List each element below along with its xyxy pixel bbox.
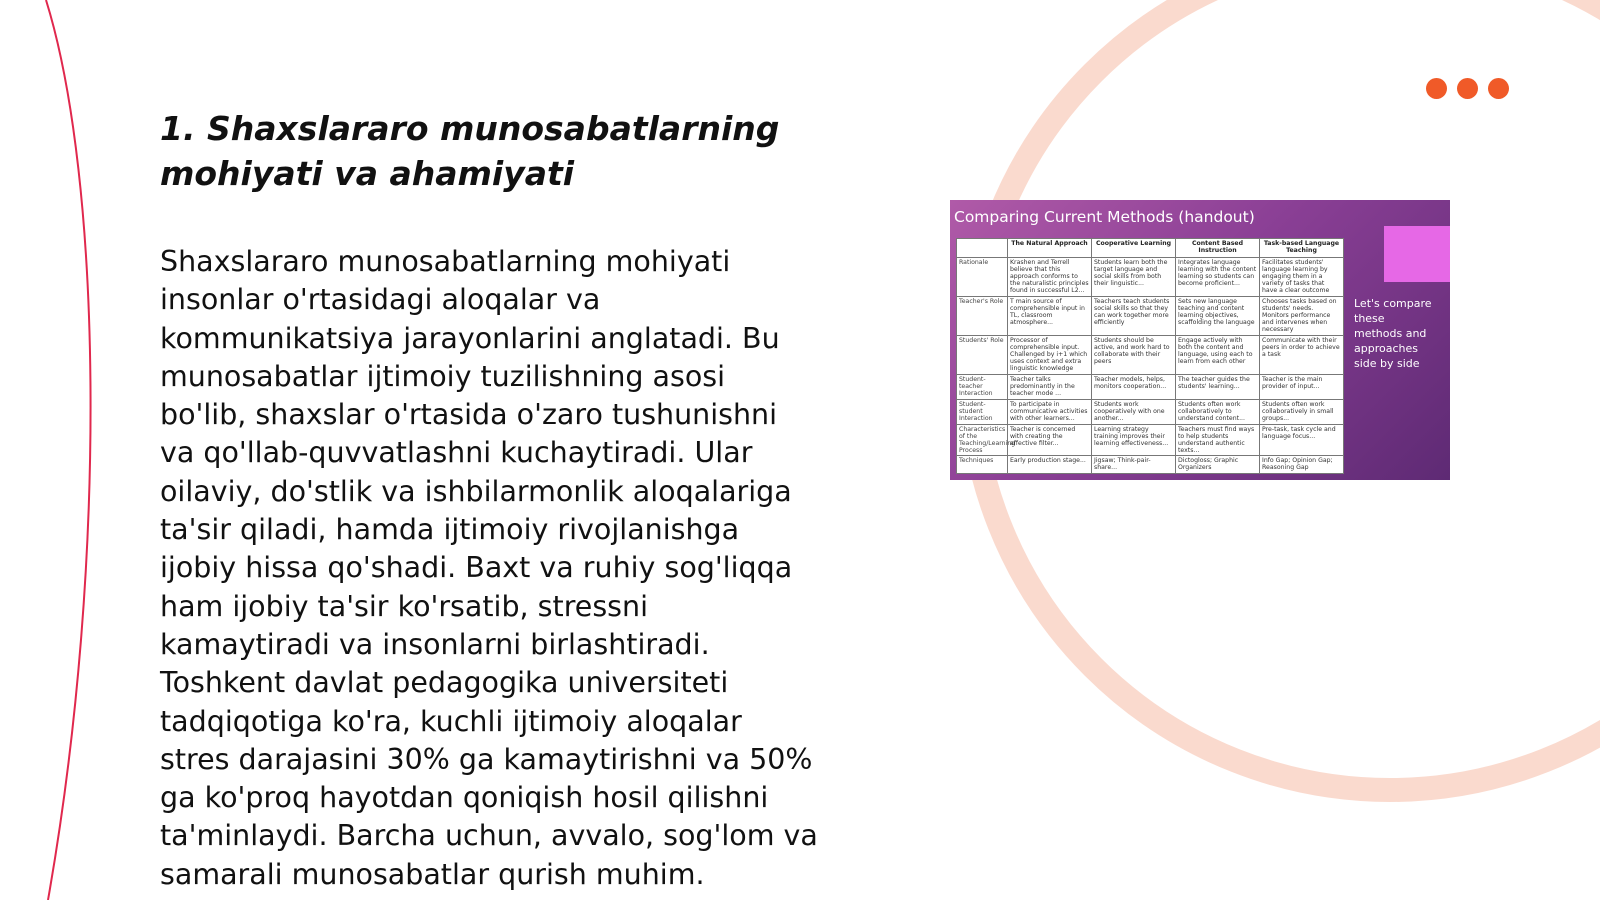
table-cell: Communicate with their peers in order to achieve a task bbox=[1260, 336, 1344, 375]
side-note-line: Let's compare bbox=[1354, 297, 1432, 310]
table-cell: Integrates language learning with the content learning so students can become proficient... bbox=[1176, 258, 1260, 297]
table-cell: Jigsaw; Think-pair-share... bbox=[1092, 456, 1176, 474]
body-line: insonlar o'rtasidagi aloqalar va bbox=[160, 283, 601, 317]
table-cell: Students often work collaboratively to understand content... bbox=[1176, 399, 1260, 424]
body-line: munosabatlar ijtimoiy tuzilishning asosi bbox=[160, 359, 726, 393]
body-line: Toshkent davlat pedagogika universiteti bbox=[160, 666, 729, 700]
body-paragraph bbox=[160, 243, 850, 894]
table-cell: T main source of comprehensible input in TL, classroom atmosphere... bbox=[1008, 297, 1092, 336]
table-header-cell: Cooperative Learning bbox=[1092, 239, 1176, 258]
table-row-header: Teacher's Role bbox=[957, 297, 1008, 336]
table-cell: Facilitates students' language learning by engaging them in a variety of tasks that have a clear outcome bbox=[1260, 258, 1344, 297]
body-line: bo'lib, shaxslar o'rtasida o'zaro tushunishni bbox=[160, 398, 778, 432]
table-row-header: Student-teacher Interaction bbox=[957, 375, 1008, 400]
table-cell: Students learn both the target language and social skills from both their linguistic... bbox=[1092, 258, 1176, 297]
table-row-header: Characteristics of the Teaching/Learning Process bbox=[957, 424, 1008, 456]
table-row-header: Student-student Interaction bbox=[957, 399, 1008, 424]
table-cell: Students should be active, and work hard to collaborate with their peers bbox=[1092, 336, 1176, 375]
body-line: ham ijobiy ta'sir ko'rsatib, stressni bbox=[160, 589, 648, 623]
table-cell: Teacher is the main provider of input... bbox=[1260, 375, 1344, 400]
table-row bbox=[957, 375, 1344, 400]
table-cell: Learning strategy training improves their learning effectiveness... bbox=[1092, 424, 1176, 456]
table-cell: Dictogloss; Graphic Organizers bbox=[1176, 456, 1260, 474]
table-row-header: Students' Role bbox=[957, 336, 1008, 375]
table-cell: Students often work collaboratively in small groups... bbox=[1260, 399, 1344, 424]
dot bbox=[1488, 78, 1509, 99]
table-cell: Teachers must find ways to help students understand authentic texts... bbox=[1176, 424, 1260, 456]
table-header-row bbox=[957, 239, 1344, 258]
body-line: Shaxslararo munosabatlarning mohiyati bbox=[160, 245, 731, 278]
body-line: samarali munosabatlar qurish muhim. bbox=[160, 857, 705, 891]
side-note-line: methods and bbox=[1354, 327, 1427, 340]
slide-title bbox=[160, 106, 800, 196]
table-header-cell: Content Based Instruction bbox=[1176, 239, 1260, 258]
table-cell: To participate in communicative activities with other learners... bbox=[1008, 399, 1092, 424]
table-row bbox=[957, 399, 1344, 424]
table-cell: Engage actively with both the content and language, using each to learn from each other bbox=[1176, 336, 1260, 375]
table-cell: Early production stage... bbox=[1008, 456, 1092, 474]
body-line: ijobiy hissa qo'shadi. Baxt va ruhiy sog'liqqa bbox=[160, 551, 793, 585]
table-row bbox=[957, 336, 1344, 375]
side-note-line: side by side bbox=[1354, 357, 1420, 370]
body-line: ga ko'proq hayotdan qoniqish hosil qilishni bbox=[160, 781, 769, 815]
body-line: kamaytiradi va insonlarni birlashtiradi. bbox=[160, 627, 710, 661]
table-row bbox=[957, 297, 1344, 336]
table-cell: The teacher guides the students' learning... bbox=[1176, 375, 1260, 400]
body-line: ta'sir qiladi, hamda ijtimoiy rivojlanishga bbox=[160, 513, 740, 547]
table-cell: Krashen and Terrell believe that this approach conforms to the naturalistic principles found in successful L2... bbox=[1008, 258, 1092, 297]
body-line: oilaviy, do'stlik va ishbilarmonlik aloqalariga bbox=[160, 474, 792, 508]
table-row bbox=[957, 424, 1344, 456]
table-cell: Teacher is concerned with creating the affective filter... bbox=[1008, 424, 1092, 456]
table-header-cell: The Natural Approach bbox=[1008, 239, 1092, 258]
table-cell: Teachers teach students social skills so that they can work together more efficiently bbox=[1092, 297, 1176, 336]
table-cell: Chooses tasks based on students' needs. Monitors performance and intervenes when necessary bbox=[1260, 297, 1344, 336]
body-line: ta'minlaydi. Barcha uchun, avvalo, sog'lom va bbox=[160, 819, 818, 853]
side-note-line: approaches bbox=[1354, 342, 1418, 355]
body-line: kommunikatsiya jarayonlarini anglatadi. Bu bbox=[160, 321, 780, 355]
pink-square-decoration bbox=[1384, 226, 1450, 282]
body-line: tadqiqotiga ko'ra, kuchli ijtimoiy aloqalar bbox=[160, 704, 742, 738]
decorative-curve-line bbox=[46, 0, 91, 900]
side-note-line: these bbox=[1354, 312, 1385, 325]
table-row bbox=[957, 456, 1344, 474]
table-row-header: Techniques bbox=[957, 456, 1008, 474]
table-cell: Info Gap; Opinion Gap; Reasoning Gap bbox=[1260, 456, 1344, 474]
table-cell: Sets new language teaching and content learning objectives, scaffolding the language bbox=[1176, 297, 1260, 336]
table-header-cell: Task-based Language Teaching bbox=[1260, 239, 1344, 258]
comparison-table bbox=[956, 238, 1344, 474]
body-line: stres darajasini 30% ga kamaytirishni va 50% bbox=[160, 742, 813, 776]
table-cell: Students work cooperatively with one another... bbox=[1092, 399, 1176, 424]
table-header-cell bbox=[957, 239, 1008, 258]
dot bbox=[1457, 78, 1478, 99]
more-dots-icon bbox=[1426, 78, 1509, 99]
slide-title-line: 1. Shaxslararo munosabatlarning bbox=[160, 109, 780, 148]
table-cell: Teacher talks predominantly in the teacher mode ... bbox=[1008, 375, 1092, 400]
dot bbox=[1426, 78, 1447, 99]
table-cell: Processor of comprehensible input. Challenged by i+1 which uses context and extra linguistic knowledge bbox=[1008, 336, 1092, 375]
handout-title: Comparing Current Methods (handout) bbox=[954, 208, 1255, 226]
table-row bbox=[957, 258, 1344, 297]
table-cell: Teacher models, helps, monitors cooperation... bbox=[1092, 375, 1176, 400]
slide-title-line: mohiyati va ahamiyati bbox=[160, 154, 575, 193]
handout-side-note bbox=[1354, 296, 1446, 371]
body-line: va qo'llab-quvvatlashni kuchaytiradi. Ular bbox=[160, 436, 753, 470]
handout-image bbox=[950, 200, 1450, 480]
table-cell: Pre-task, task cycle and language focus... bbox=[1260, 424, 1344, 456]
table-row-header: Rationale bbox=[957, 258, 1008, 297]
